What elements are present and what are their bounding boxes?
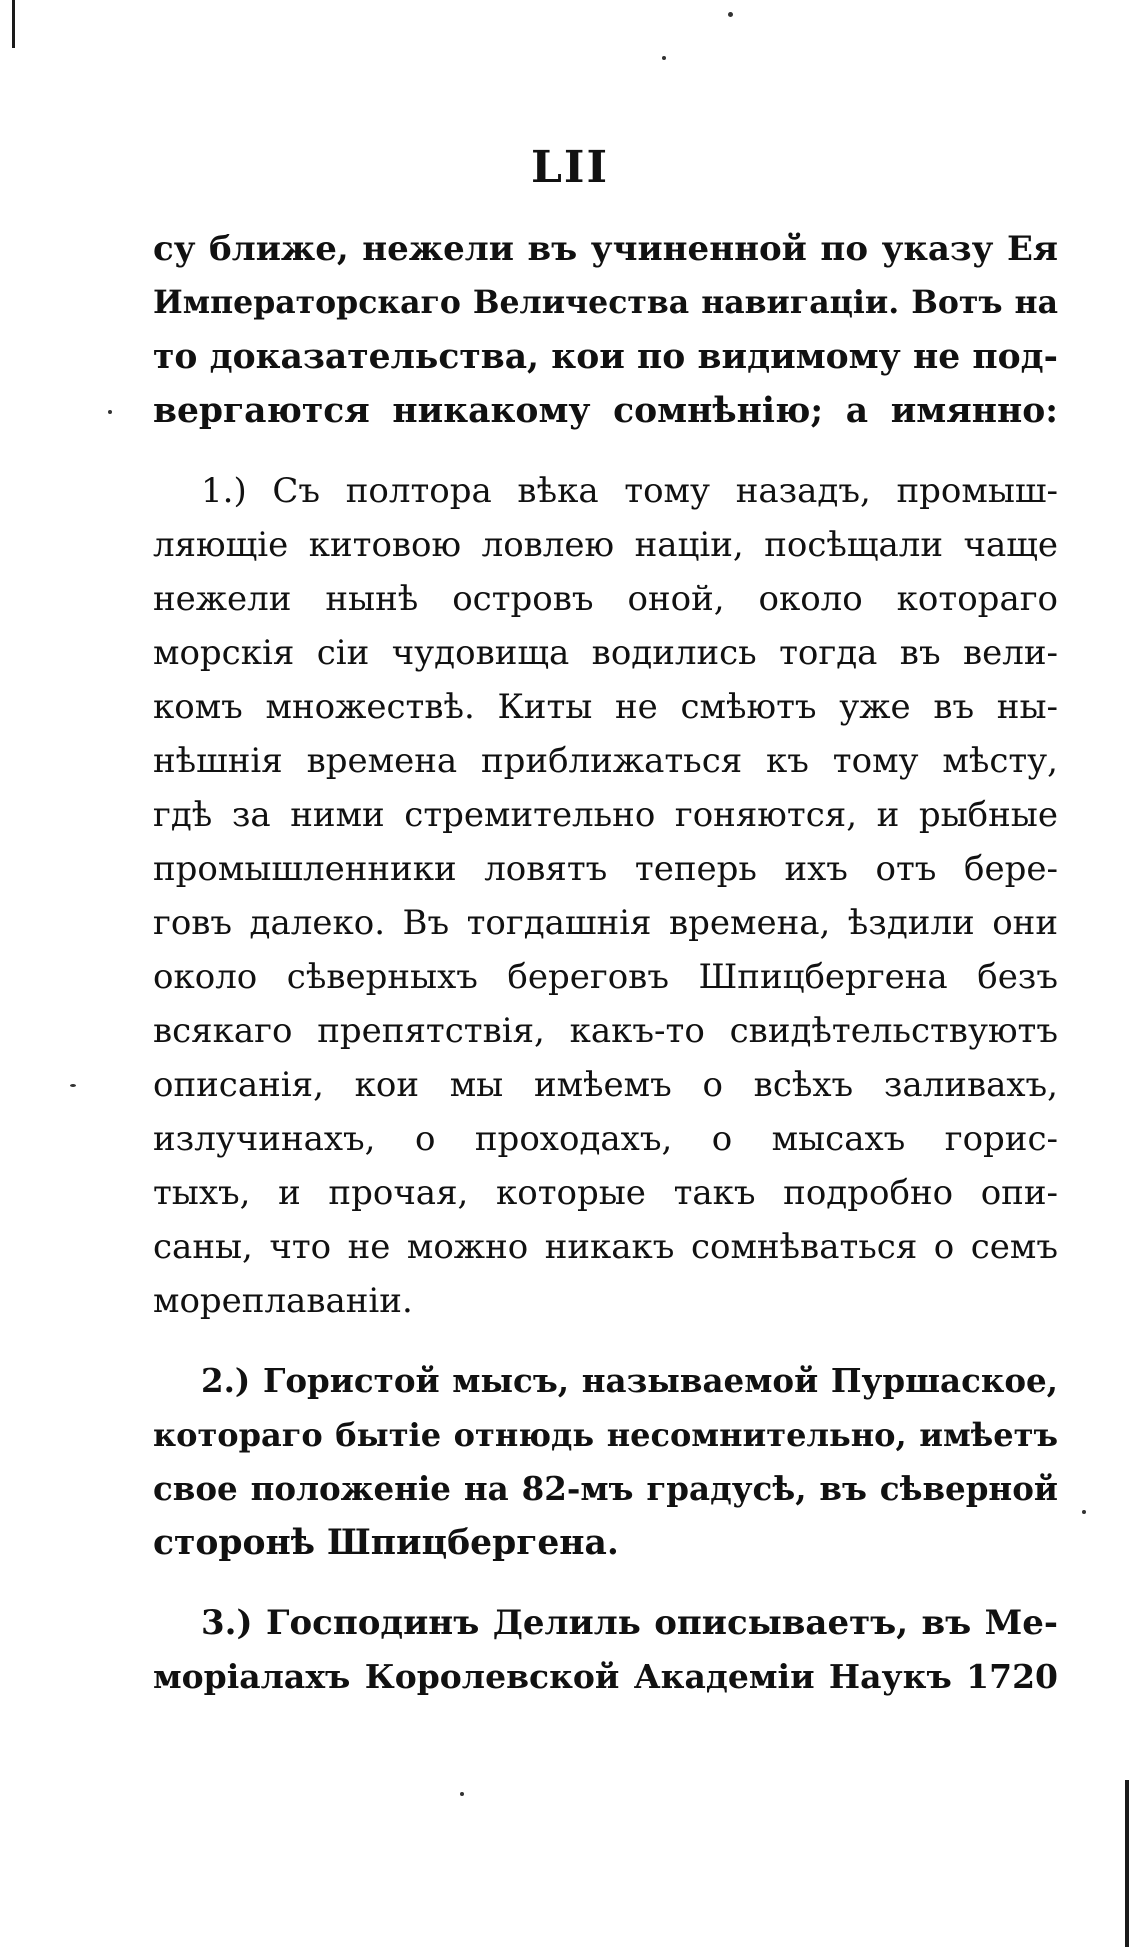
text-line: всякаго препятствія, какъ-то свидѣтельствуютъ: [153, 1011, 1058, 1051]
print-speck: [460, 1792, 464, 1796]
text-line: 1.) Съ полтора вѣка тому назадъ, промыш-: [201, 471, 1058, 511]
text-line: су ближе, нежели въ учиненной по указу Ея: [153, 229, 1058, 269]
text-line: нежели нынѣ островъ оной, около котораго: [153, 579, 1058, 619]
text-line: сторонѣ Шпицбергена.: [153, 1523, 619, 1563]
text-line: тыхъ, и прочая, которые такъ подробно опи-: [153, 1173, 1058, 1213]
print-speck: [108, 410, 112, 414]
text-line: саны, что не можно никакъ сомнѣваться о семъ: [153, 1227, 1058, 1267]
text-line: комъ множествѣ. Киты не смѣютъ уже въ ны-: [153, 687, 1058, 727]
text-line: гдѣ за ними стремительно гоняются, и рыбные: [153, 795, 1058, 835]
text-line: котораго бытіе отнюдь несомнительно, имѣетъ: [153, 1416, 1058, 1454]
text-line: около сѣверныхъ береговъ Шпицбергена безъ: [153, 957, 1058, 997]
page-number: LII: [530, 142, 610, 193]
text-line: ляющіе китовою ловлею націи, посѣщали чаще: [153, 525, 1058, 565]
text-line: 2.) Гористой мысъ, называемой Пуршаское,: [201, 1361, 1058, 1400]
text-line: нѣшнія времена приближаться къ тому мѣсту,: [153, 741, 1058, 781]
text-line: говъ далеко. Въ тогдашнія времена, ѣздили они: [153, 903, 1058, 943]
text-line: промышленники ловятъ теперь ихъ отъ бере-: [153, 849, 1058, 889]
scan-edge-mark: [12, 0, 15, 48]
text-line: излучинахъ, о проходахъ, о мысахъ горис-: [153, 1119, 1058, 1159]
text-line: вергаются никакому сомнѣнію; а имянно:: [153, 391, 1058, 431]
paragraph-intro: [153, 222, 1058, 438]
text-line: морскія сіи чудовища водились тогда въ вели-: [153, 633, 1058, 673]
text-line: мореплаваніи.: [153, 1281, 413, 1321]
print-speck: [662, 56, 666, 60]
text-line: 3.) Господинъ Делиль описываетъ, въ Ме-: [201, 1603, 1058, 1643]
body-text: [153, 222, 1058, 1704]
text-line: Императорскаго Величества навигаціи. Вотъ на: [153, 284, 1058, 321]
text-line: свое положеніе на 82-мъ градусѣ, въ сѣверной: [153, 1469, 1058, 1508]
paragraph-point-2: [153, 1354, 1058, 1570]
print-speck: [1082, 1510, 1086, 1514]
paragraph-point-3: [153, 1596, 1058, 1704]
paragraph-point-1: [153, 464, 1058, 1328]
text-line: описанія, кои мы имѣемъ о всѣхъ заливахъ,: [153, 1065, 1058, 1105]
text-line: моріалахъ Королевской Академіи Наукъ 1720: [153, 1657, 1058, 1696]
print-speck: [70, 1084, 76, 1087]
print-speck: [728, 12, 733, 17]
scan-edge-mark: [1125, 1780, 1129, 1947]
text-line: то доказательства, кои по видимому не под-: [153, 337, 1058, 377]
